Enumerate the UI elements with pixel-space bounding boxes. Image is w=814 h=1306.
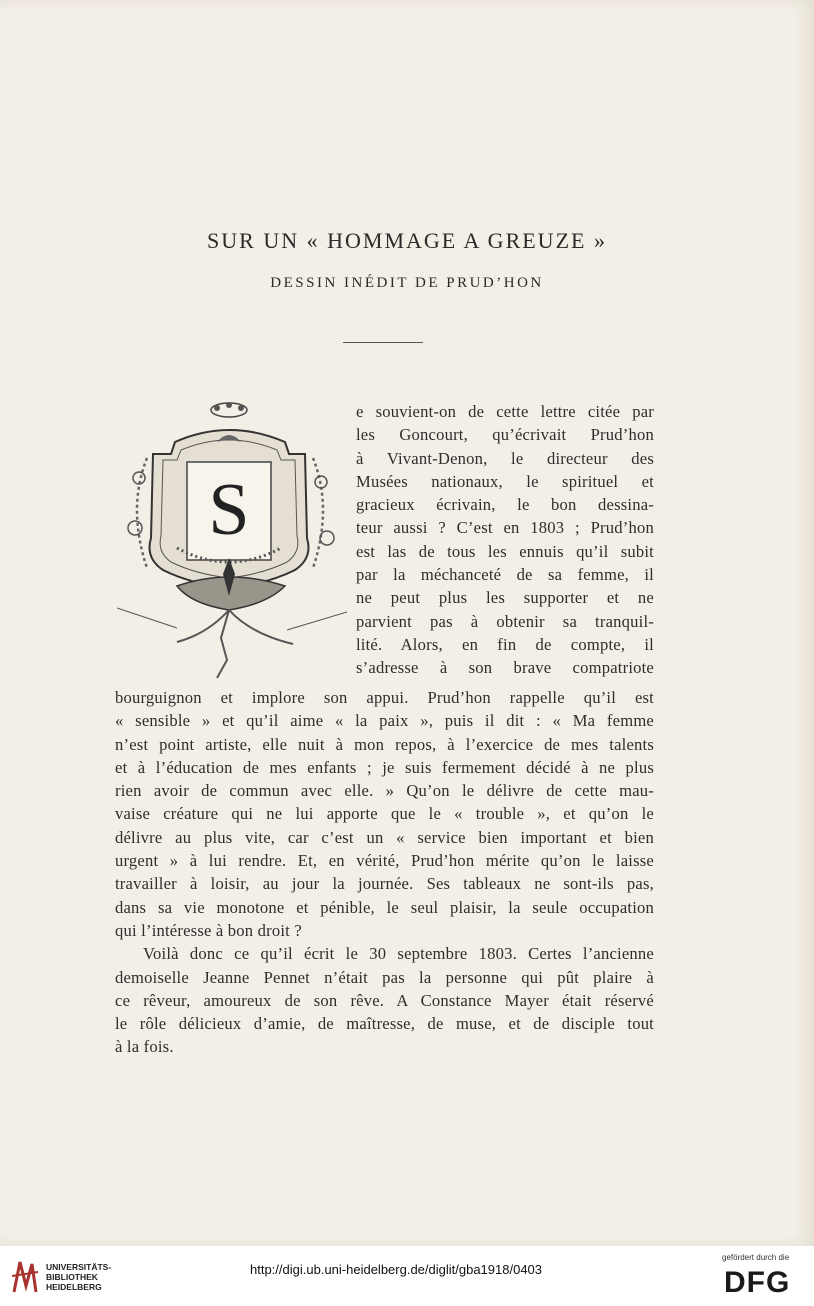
university-library-name: UNIVERSITÄTS- BIBLIOTHEK HEIDELBERG	[46, 1262, 112, 1292]
text-line: vaise créature qui ne lui apporte que le « trouble », et qu’on le	[115, 804, 654, 824]
text-line: Voilà donc ce qu’il écrit le 30 septembre 1803. Certes l’ancienne	[143, 944, 654, 964]
text-line: qui l’intéresse à bon droit ?	[115, 920, 302, 940]
text-line: dans sa vie monotone et pénible, le seul plaisir, la seule occupation	[115, 897, 654, 917]
full-width-text	[115, 686, 654, 1059]
text-line: ne peut plus les supporter et ne	[356, 588, 654, 608]
drop-cap-letter: S	[208, 469, 250, 551]
article-title: SUR UN « HOMMAGE A GREUZE »	[207, 228, 607, 253]
text-line: Musées nationaux, le spirituel et	[356, 471, 654, 491]
text-line: urgent » à lui rendre. Et, en vérité, Prud’hon mérite qu’on le laisse	[115, 851, 654, 871]
text-line: le rôle délicieux d’amie, de maîtresse, de muse, et de disciple tout	[115, 1014, 654, 1034]
wrapped-paragraph	[356, 400, 654, 680]
funding-label: gefördert durch die	[722, 1253, 790, 1262]
text-line: gracieux écrivain, le bon dessina-	[356, 495, 654, 515]
ornamental-initial-frame	[117, 398, 347, 680]
text-line: par la méchanceté de sa femme, il	[356, 565, 654, 585]
permalink-url[interactable]: http://digi.ub.uni-heidelberg.de/diglit/gba1918/0403	[250, 1262, 543, 1277]
text-line: e souvient-on de cette lettre citée par	[356, 402, 654, 421]
text-line: travailler à loisir, au jour la journée. Ses tableaux ne sont-ils pas,	[115, 874, 654, 894]
text-line: les Goncourt, qu’écrivait Prud’hon	[356, 425, 654, 445]
text-line: teur aussi ? C’est en 1803 ; Prud’hon	[356, 518, 654, 538]
text-line: lité. Alors, en fin de compte, il	[356, 634, 654, 654]
text-line: demoiselle Jeanne Pennet n’était pas la personne qui pût plaire à	[115, 967, 654, 987]
text-line: parvient pas à obtenir sa tranquil-	[356, 611, 654, 631]
text-line: bourguignon et implore son appui. Prud’hon rappelle qu’il est	[115, 688, 654, 707]
text-line: rien avoir de commun avec elle. » Qu’on le délivre de cette mau-	[115, 781, 654, 801]
text-line: « sensible » et qu’il aime « la paix », puis il dit : « Ma femme	[115, 711, 654, 731]
title-divider	[343, 342, 423, 343]
text-line: délivre au plus vite, car c’est un « service bien important et bien	[115, 827, 654, 847]
text-line: et à l’éducation de mes enfants ; je suis fermement décidé à ne plus	[115, 757, 654, 777]
text-line: s’adresse à son brave compatriote	[356, 658, 654, 678]
text-line: à Vivant-Denon, le directeur des	[356, 448, 654, 468]
university-library-logo-icon	[10, 1256, 40, 1296]
text-line: est las de tous les ennuis qu’il subit	[356, 541, 654, 561]
text-line: ce rêveur, amoureux de son rêve. A Constance Mayer était réservé	[115, 990, 654, 1010]
text-line: à la fois.	[115, 1037, 174, 1057]
dfg-logo: DFG	[724, 1266, 791, 1299]
text-line: n’est point artiste, elle nuit à mon repos, à l’exercice de mes talents	[115, 734, 654, 754]
article-subtitle: DESSIN INÉDIT DE PRUD’HON	[270, 275, 544, 291]
